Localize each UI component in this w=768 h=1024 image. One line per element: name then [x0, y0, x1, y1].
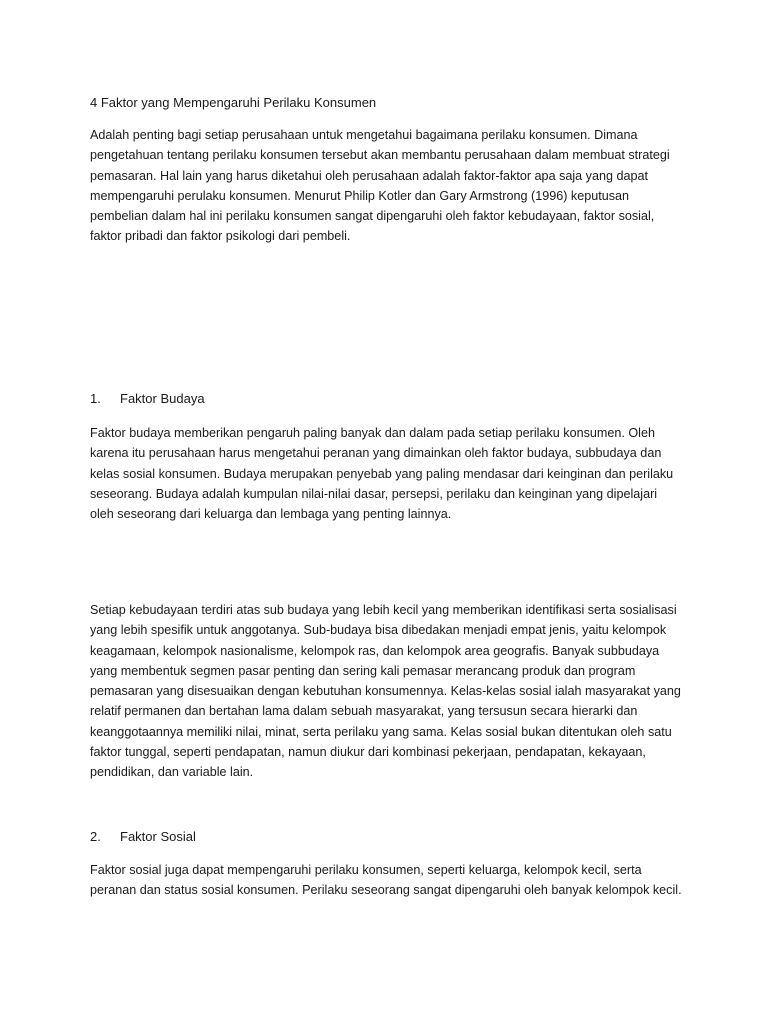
paragraph-line: pembelian dalam hal ini perilaku konsumen sangat dipengaruhi oleh faktor kebudayaan, faktor sosial,	[90, 209, 655, 224]
sosial-paragraph-1	[90, 860, 690, 901]
paragraph-line: peranan dan status sosial konsumen. Perilaku seseorang sangat dipengaruhi oleh banyak kelompok kecil.	[90, 883, 682, 898]
paragraph-line: oleh seseorang dari keluarga dan lembaga yang penting lainnya.	[90, 507, 452, 522]
document-title: 4 Faktor yang Mempengaruhi Perilaku Konsumen	[90, 95, 377, 110]
section-number: 1.	[90, 391, 101, 406]
budaya-paragraph-2	[90, 600, 690, 783]
paragraph-line: Setiap kebudayaan terdiri atas sub budaya yang lebih kecil yang memberikan identifikasi serta sosialisasi	[90, 603, 677, 617]
paragraph-line: yang membentuk segmen pasar penting dan sering kali pemasar merancang produk dan program	[90, 663, 636, 678]
paragraph-line: kelas sosial konsumen. Budaya merupakan penyebab yang paling mendasar dari keinginan dan perilaku	[90, 466, 674, 481]
paragraph-line: faktor tunggal, seperti pendapatan, namun diukur dari kombinasi pekerjaan, pendapatan, kekayaan,	[90, 745, 646, 760]
section-number: 2.	[90, 829, 101, 844]
intro-paragraph	[90, 125, 690, 247]
paragraph-line: pemasaran yang disesuaikan dengan kebutuhan konsumennya. Kelas-kelas sosial ialah masyarakat yang	[90, 684, 681, 699]
paragraph-line: relatif permanen dan bertahan lama dalam sebuah masyarakat, yang tersusun secara hierarki dan	[90, 704, 638, 719]
paragraph-line: karena itu perusahaan harus mengetahui peranan yang dimainkan oleh faktor budaya, subbudaya dan	[90, 446, 662, 461]
section-heading-faktor-budaya	[90, 389, 690, 409]
paragraph-line: seseorang. Budaya adalah kumpulan nilai-nilai dasar, persepsi, perilaku dan keinginan yang dipelajari	[90, 486, 658, 501]
paragraph-line: keagamaan, kelompok nasionalisme, kelompok ras, dan kelompok area geografis. Banyak subbudaya	[90, 643, 660, 658]
paragraph-line: pengetahuan tentang perilaku konsumen tersebut akan membantu perusahaan dalam membuat strategi	[90, 148, 670, 163]
paragraph-line: pemasaran. Hal lain yang harus diketahui oleh perusahaan adalah faktor-faktor apa saja yang dapat	[90, 168, 648, 183]
paragraph-line: pendidikan, dan variable lain.	[90, 765, 254, 780]
paragraph-line: Faktor budaya memberikan pengaruh paling banyak dan dalam pada setiap perilaku konsumen. Oleh	[90, 426, 655, 440]
paragraph-line: Adalah penting bagi setiap perusahaan untuk mengetahui bagaimana perilaku konsumen. Dimana	[90, 128, 638, 142]
paragraph-line: faktor pribadi dan faktor psikologi dari pembeli.	[90, 229, 351, 244]
paragraph-line: keanggotaannya memiliki nilai, minat, serta perilaku yang sama. Kelas sosial bukan ditentukan oleh satu	[90, 724, 672, 739]
paragraph-line: mempengaruhi perulaku konsumen. Menurut Philip Kotler dan Gary Armstrong (1996) keputusan	[90, 188, 630, 203]
paragraph-line: yang lebih spesifik untuk anggotanya. Sub-budaya bisa dibedakan menjadi empat jenis, yaitu kelompok	[90, 623, 667, 638]
section-title: Faktor Sosial	[120, 829, 196, 844]
section-heading-faktor-sosial	[90, 827, 690, 847]
section-title: Faktor Budaya	[120, 391, 205, 406]
paragraph-line: Faktor sosial juga dapat mempengaruhi perilaku konsumen, seperti keluarga, kelompok kecil, serta	[90, 863, 642, 877]
budaya-paragraph-1	[90, 423, 690, 524]
